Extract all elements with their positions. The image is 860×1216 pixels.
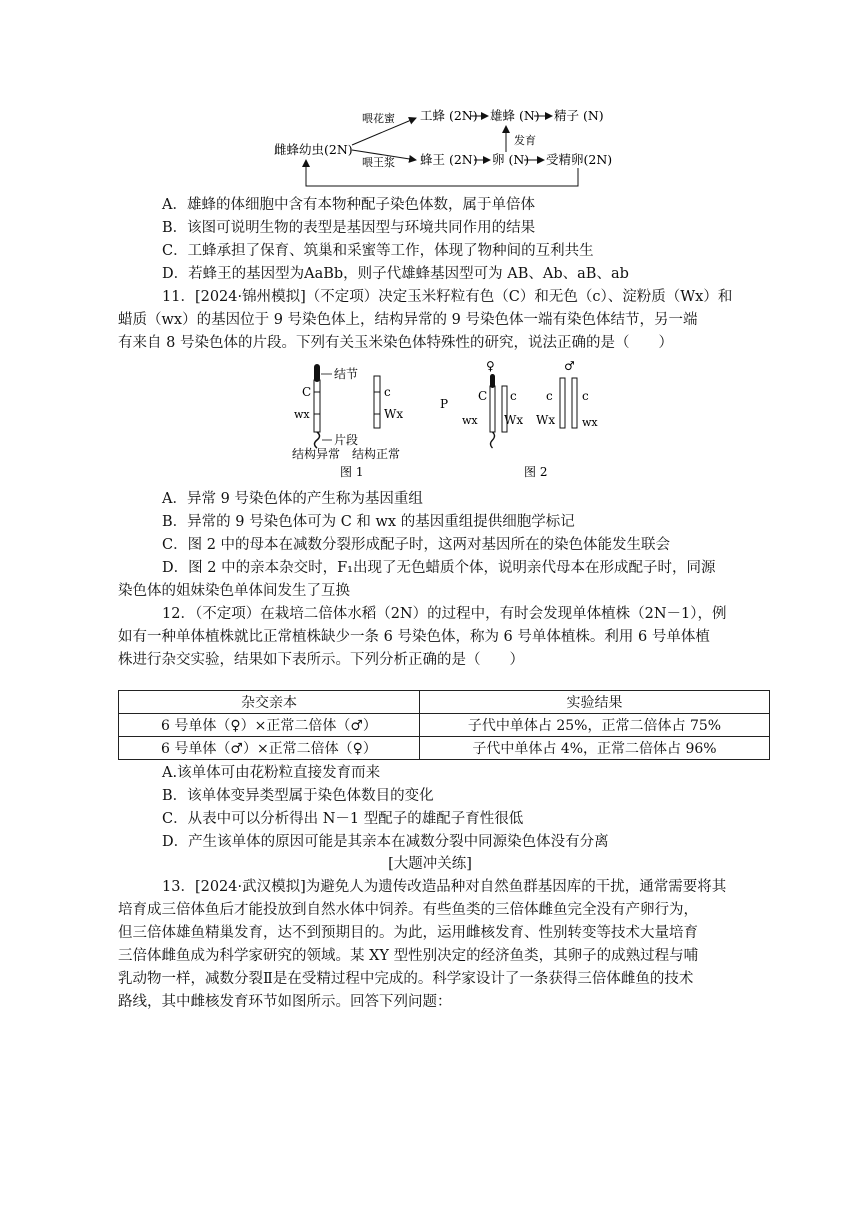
fig2-female-wx: wx [462,414,478,427]
fig2-female-segment [491,432,495,448]
q11-option-b: B．异常的 9 号染色体可为 C 和 wx 的基因重组提供细胞学标记 [162,514,575,530]
table-cell: 子代中单体占 25%，正常二倍体占 75% [419,714,769,737]
q11-option-d: D．图 2 中的亲本杂交时，F₁出现了无色蜡质个体，说明亲代母本在形成配子时，同源 [162,560,716,576]
fig1-segment-label: 片段 [334,433,359,447]
q11-option-d-cont: 染色体的姐妹染色单体间发生了互换 [118,583,350,599]
sperm-label: 精子 (N) [554,108,604,123]
feed-jelly-label: 喂王浆 [362,156,395,169]
fig2-male-c-left: c [546,389,553,403]
abnormal-chromosome-knob [314,364,320,382]
abnormal-chromosome-segment [315,432,320,448]
q12-stem-line-1: 12．（不定项）在栽培二倍体水稻（2N）的过程中，有时会发现单体植株（2N－1），例 [162,606,727,622]
fig1-Wx-label: Wx [384,407,404,421]
bee-development-diagram [270,100,620,192]
q13-line-3: 但三倍体雄鱼精巢发育，达不到预期目的。为此，运用雌核发育、性别转变等技术大量培育 [118,925,698,941]
q11-stem-line-2: 蜡质（wx）的基因位于 9 号染色体上，结构异常的 9 号染色体一端有染色体结节，另一端 [118,312,698,328]
table-row [119,737,770,760]
table-header-row [119,691,770,714]
fig2-male-symbol: ♂ [564,360,575,373]
q10-option-d: D．若蜂王的基因型为AaBb，则子代雄蜂基因型可为 AB、Ab、aB、ab [162,266,629,282]
egg-label: 卵 (N) [492,152,530,167]
table-header-results: 实验结果 [419,691,769,714]
table-row [119,714,770,737]
q13-line-6: 路线，其中雌核发育环节如图所示。回答下列问题： [118,994,452,1010]
table-cell: 6 号单体（♂）×正常二倍体（♀） [119,737,420,760]
fig2-male-c-right: c [582,389,589,403]
q10-option-a: A．雄蜂的体细胞中含有本物种配子染色体数，属于单倍体 [162,197,535,213]
q11-option-c: C．图 2 中的母本在减数分裂形成配子时，这两对基因所在的染色体能发生联会 [162,537,671,553]
zygote-label: 受精卵(2N) [546,152,613,167]
fig2-caption: 图 2 [524,465,548,479]
fig2-male-wx: wx [582,416,598,429]
q12-option-d: D．产生该单体的原因可能是其亲本在减数分裂中同源染色体没有分离 [162,834,609,850]
fig1-knob-label: 结节 [334,367,359,381]
table-header-parents: 杂交亲本 [119,691,420,714]
fig2-female-c: c [510,389,517,403]
q13-line-4: 三倍体雌鱼成为科学家研究的领域。某 XY 型性别决定的经济鱼类，其卵子的成熟过程与哺 [118,948,699,964]
fig2-P-label: P [440,397,449,411]
q13-line-5: 乳动物一样，减数分裂Ⅱ是在受精过程中完成的。科学家设计了一条获得三倍体雌鱼的技术 [118,971,694,987]
larva-label: 雌蜂幼虫(2N) [274,142,353,157]
fig2-male-chromosome-2 [572,378,577,428]
fig2-male-Wx: Wx [536,413,556,427]
q10-option-c: C．工蜂承担了保育、筑巢和采蜜等工作，体现了物种间的互利共生 [162,243,594,259]
fig1-caption: 图 1 [340,465,364,479]
table-cell: 子代中单体占 4%，正常二倍体占 96% [419,737,769,760]
section-heading: [大题冲关练] [388,856,472,872]
figure-2-cross [436,360,616,482]
q13-line-1: 13．[2024·武汉模拟]为避免人为遗传改造品种对自然鱼群基因库的干扰，通常需要将其 [162,879,727,895]
q12-option-c: C．从表中可以分析得出 N－1 型配子的雄配子育性很低 [162,811,524,827]
q12-stem-line-3: 株进行杂交实验，结果如下表所示。下列分析正确的是（ ） [118,652,524,668]
queen-label: 蜂王 (2N) [420,152,478,167]
normal-chromosome [374,376,380,428]
q10-option-b: B．该图可说明生物的表型是基因型与环境共同作用的结果 [162,220,536,236]
fig2-female-symbol: ♀ [486,360,495,373]
table-cell: 6 号单体（♀）×正常二倍体（♂） [119,714,420,737]
fig2-female-abnormal-chromosome [490,386,495,432]
fig1-abnormal-caption: 结构异常 [292,447,341,461]
q12-option-a: A.该单体可由花粉粒直接发育而来 [162,765,381,781]
fig1-normal-caption: 结构正常 [352,447,401,461]
experiment-table [118,690,770,760]
abnormal-chromosome [314,380,320,432]
figure-1-chromosomes [288,360,418,482]
drone-label: 雄蜂 (N) [490,108,540,123]
fig2-male-chromosome-1 [560,378,565,428]
q12-stem-line-2: 如有一种单体植株就比正常植株缺少一条 6 号染色体，称为 6 号单体植株。利用 6 号单体植 [118,629,710,645]
q11-stem-line-1: 11．[2024·锦州模拟]（不定项）决定玉米籽粒有色（C）和无色（c）、淀粉质（Wx）和 [162,289,733,305]
fig1-wx-label: wx [294,408,310,421]
q12-option-b: B．该单体变异类型属于染色体数目的变化 [162,788,434,804]
fig1-c-label: c [384,385,391,399]
develop-label: 发育 [514,134,536,147]
fig2-female-Wx: Wx [504,413,524,427]
fig2-female-C: C [478,389,488,403]
q11-option-a: A．异常 9 号染色体的产生称为基因重组 [162,491,423,507]
worker-label: 工蜂 (2N) [420,108,478,123]
fig1-C-label: C [302,385,312,399]
q13-line-2: 培育成三倍体鱼后才能投放到自然水体中饲养。有些鱼类的三倍体雌鱼完全没有产卵行为， [118,902,698,918]
q11-stem-line-3: 有来自 8 号染色体的片段。下列有关玉米染色体特殊性的研究，说法正确的是（ ） [118,335,673,351]
feed-pollen-label: 喂花蜜 [362,112,395,125]
